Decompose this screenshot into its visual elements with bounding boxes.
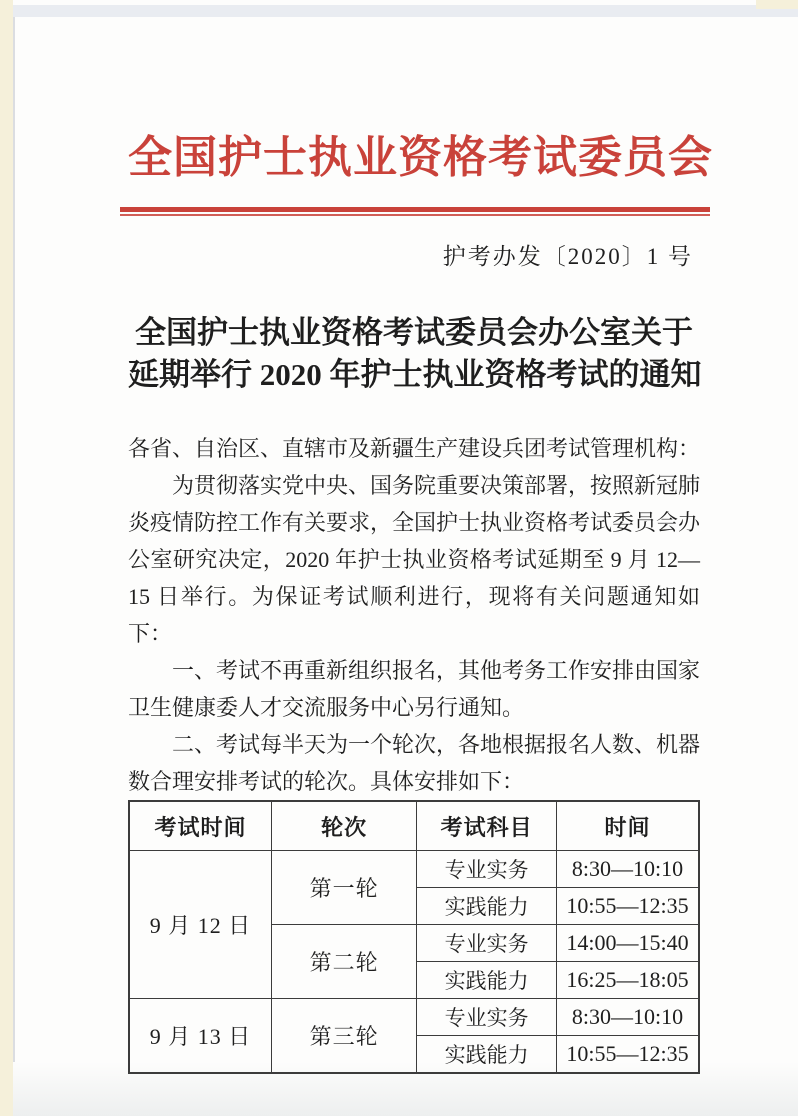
header-time: 时间 <box>556 801 699 851</box>
document-number: 护考办发〔2020〕1 号 <box>442 244 693 269</box>
subject-cell: 专业实务 <box>417 999 557 1036</box>
time-cell: 14:00—15:40 <box>556 925 699 962</box>
subject-cell: 实践能力 <box>417 962 557 999</box>
body-paragraph-3: 二、考试每半天为一个轮次，各地根据报名人数、机器数合理安排考试的轮次。具体安排如下： <box>128 732 701 794</box>
scan-left-edge <box>0 0 13 1116</box>
notice-title <box>128 312 700 396</box>
header-subject: 考试科目 <box>417 801 557 851</box>
subject-cell: 专业实务 <box>417 925 557 962</box>
time-cell: 10:55—12:35 <box>556 888 699 925</box>
red-double-rule <box>120 207 710 216</box>
header-exam-date: 考试时间 <box>129 801 272 851</box>
scan-left-edge-line <box>13 8 15 1062</box>
time-cell: 10:55—12:35 <box>556 1036 699 1074</box>
subject-cell: 实践能力 <box>417 888 557 925</box>
notice-title-line2: 延期举行 2020 年护士执业资格考试的通知 <box>128 357 702 392</box>
subject-cell: 实践能力 <box>417 1036 557 1074</box>
time-cell: 16:25—18:05 <box>556 962 699 999</box>
issuing-org-title: 全国护士执业资格考试委员会 <box>128 133 713 182</box>
notice-title-line1: 全国护士执业资格考试委员会办公室关于 <box>135 315 693 350</box>
time-cell: 8:30—10:10 <box>556 851 699 888</box>
notice-body <box>128 430 700 800</box>
document-content <box>128 0 713 1074</box>
exam-schedule-table <box>128 800 700 1074</box>
table-row <box>129 851 699 888</box>
body-paragraph-1: 为贯彻落实党中央、国务院重要决策部署，按照新冠肺炎疫情防控工作有关要求，全国护士执业资格考试委员会办公室研究决定，2020 年护士执业资格考试延期至 9 月 12—15 日举行。为保证考试顺利进行，现将有关问题通知如下： <box>128 473 701 646</box>
red-rule-thin-line <box>120 214 710 216</box>
round-cell-1: 第一轮 <box>272 851 417 925</box>
time-cell: 8:30—10:10 <box>556 999 699 1036</box>
header-round: 轮次 <box>272 801 417 851</box>
salutation-line: 各省、自治区、直辖市及新疆生产建设兵团考试管理机构： <box>128 436 701 461</box>
table-header-row <box>129 801 699 851</box>
round-cell-2: 第二轮 <box>272 925 417 999</box>
scan-top-right-corner <box>756 0 798 9</box>
date-cell-sep12: 9 月 12 日 <box>129 851 272 999</box>
table-row <box>129 999 699 1036</box>
subject-cell: 专业实务 <box>417 851 557 888</box>
date-cell-sep13: 9 月 13 日 <box>129 999 272 1074</box>
body-paragraph-2: 一、考试不再重新组织报名，其他考务工作安排由国家卫生健康委人才交流服务中心另行通知。 <box>128 658 701 720</box>
round-cell-3: 第三轮 <box>272 999 417 1074</box>
